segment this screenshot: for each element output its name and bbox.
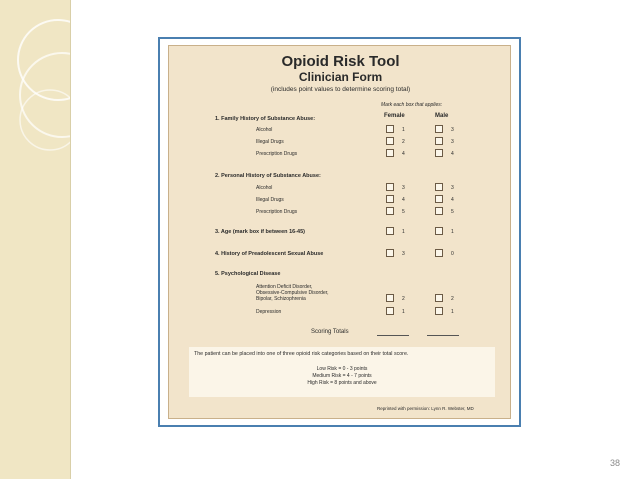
female-points: 4 xyxy=(402,197,405,203)
female-checkbox[interactable] xyxy=(386,183,394,191)
male-points: 3 xyxy=(451,127,454,133)
risk-level: Medium Risk = 4 - 7 points xyxy=(312,373,372,379)
section-heading: 5. Psychological Disease xyxy=(215,271,281,277)
page-number: 38 xyxy=(610,458,621,468)
form-note: (includes point values to determine scoring total) xyxy=(270,86,411,93)
male-points: 1 xyxy=(451,309,454,315)
item-label: Illegal Drugs xyxy=(256,139,284,145)
reprint-credit: Reprinted with permission: Lynn R. Webster, MD xyxy=(377,406,474,411)
risk-level: High Risk = 8 points and above xyxy=(307,380,377,386)
female-points: 1 xyxy=(402,309,405,315)
item-label: Depression xyxy=(256,309,282,315)
male-points: 0 xyxy=(451,251,454,257)
male-points: 3 xyxy=(451,185,454,191)
item-label: Prescription Drugs xyxy=(256,151,298,157)
section-heading: 2. Personal History of Substance Abuse: xyxy=(215,173,321,179)
item-label: Alcohol xyxy=(256,127,273,133)
female-column-header: Female xyxy=(384,113,405,119)
male-checkbox[interactable] xyxy=(435,294,443,302)
female-checkbox[interactable] xyxy=(386,307,394,315)
decorative-circles-icon xyxy=(0,0,70,479)
female-checkbox[interactable] xyxy=(386,249,394,257)
male-checkbox[interactable] xyxy=(435,307,443,315)
male-column-header: Male xyxy=(435,113,449,119)
opioid-risk-form xyxy=(168,45,511,419)
female-checkbox[interactable] xyxy=(386,207,394,215)
section-heading: 1. Family History of Substance Abuse: xyxy=(215,116,316,122)
female-total-line[interactable] xyxy=(377,335,409,336)
male-points: 4 xyxy=(451,151,454,157)
form-title: Opioid Risk Tool xyxy=(281,53,400,70)
side-divider xyxy=(70,0,71,479)
male-checkbox[interactable] xyxy=(435,125,443,133)
female-points: 3 xyxy=(402,185,405,191)
item-label-line: Obsessive-Compulsive Disorder, xyxy=(256,290,329,296)
male-checkbox[interactable] xyxy=(435,249,443,257)
decorative-side-strip xyxy=(0,0,70,479)
male-points: 4 xyxy=(451,197,454,203)
female-points: 4 xyxy=(402,151,405,157)
female-checkbox[interactable] xyxy=(386,227,394,235)
male-points: 2 xyxy=(451,296,454,302)
female-points: 2 xyxy=(402,296,405,302)
female-points: 1 xyxy=(402,127,405,133)
male-points: 3 xyxy=(451,139,454,145)
male-total-line[interactable] xyxy=(427,335,459,336)
male-checkbox[interactable] xyxy=(435,149,443,157)
scoring-totals-label: Scoring Totals xyxy=(311,329,349,335)
female-points: 2 xyxy=(402,139,405,145)
male-checkbox[interactable] xyxy=(435,227,443,235)
female-points: 1 xyxy=(402,229,405,235)
female-checkbox[interactable] xyxy=(386,195,394,203)
female-points: 3 xyxy=(402,251,405,257)
risk-level: Low Risk = 0 - 3 points xyxy=(316,366,368,372)
male-checkbox[interactable] xyxy=(435,183,443,191)
risk-categories-lead: The patient can be placed into one of three opioid risk categories based on their total score. xyxy=(194,351,409,357)
item-label: Prescription Drugs xyxy=(256,209,298,215)
male-points: 5 xyxy=(451,209,454,215)
item-label-line: Bipolar, Schizophrenia xyxy=(256,296,306,302)
item-label: Illegal Drugs xyxy=(256,197,284,203)
male-checkbox[interactable] xyxy=(435,207,443,215)
male-checkbox[interactable] xyxy=(435,137,443,145)
female-checkbox[interactable] xyxy=(386,294,394,302)
item-label: Alcohol xyxy=(256,185,273,191)
female-points: 5 xyxy=(402,209,405,215)
risk-categories-box xyxy=(189,347,495,397)
male-points: 1 xyxy=(451,229,454,235)
section-heading: 4. History of Preadolescent Sexual Abuse xyxy=(215,251,324,257)
form-subtitle: Clinician Form xyxy=(298,70,383,84)
mark-instruction: Mark each box that applies: xyxy=(381,102,443,108)
item-label-line: Attention Deficit Disorder, xyxy=(256,284,313,290)
female-checkbox[interactable] xyxy=(386,125,394,133)
female-checkbox[interactable] xyxy=(386,137,394,145)
male-checkbox[interactable] xyxy=(435,195,443,203)
female-checkbox[interactable] xyxy=(386,149,394,157)
section-heading: 3. Age (mark box if between 16-45) xyxy=(215,229,305,235)
